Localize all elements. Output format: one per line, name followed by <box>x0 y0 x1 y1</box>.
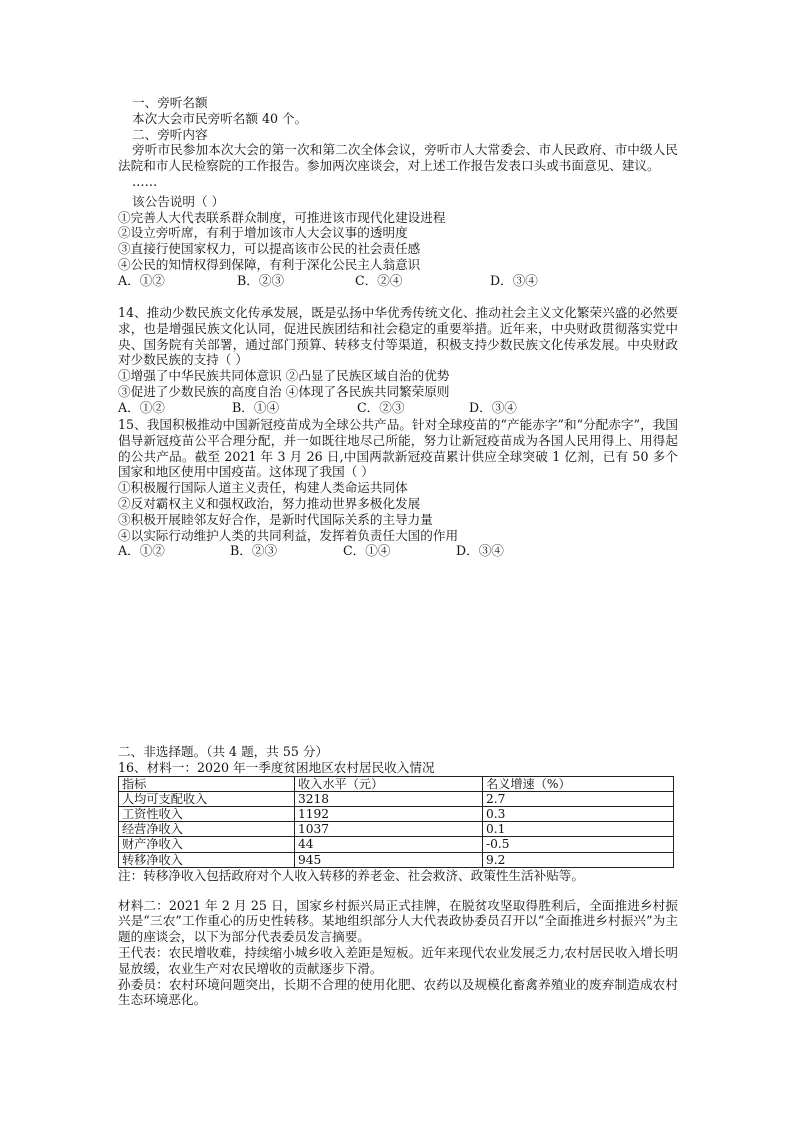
paragraph: 旁听市民参加本次大会的第一次和第二次全体会议，旁听市人大常委会、市人民政府、市中级人民法院和市人民检察院的工作报告。参加两次座谈会，对上述工作报告发表口头或书面意见、建议。 <box>118 142 678 174</box>
table-cell: 转移净收入 <box>119 852 295 867</box>
table-cell: 1192 <box>295 807 483 822</box>
table-cell: 0.1 <box>483 822 674 837</box>
statement-item: ④公民的知情权得到保障，有利于深化公民主人翁意识 <box>118 256 421 272</box>
speech-sun: 孙委员：农村环境问题突出，长期不合理的使用化肥、农药以及规模化畜禽养殖业的废弃制造成农村生态环境恶化。 <box>118 976 678 1008</box>
speech-wang: 王代表：农民增收难，持续缩小城乡收入差距是短板。近年来现代农业发展乏力,农村居民收入增长明显放缓，农业生产对农民增收的贡献逐步下滑。 <box>118 945 678 976</box>
option-b: B．①④ <box>232 399 280 415</box>
table-cell: 财产净收入 <box>119 837 295 852</box>
non-choice-section <box>118 744 678 1008</box>
paragraph: 本次大会市民旁听名额 40 个。 <box>132 110 308 126</box>
section-heading: 一、旁听名额 <box>132 95 208 110</box>
option-a: A．①② <box>118 272 165 288</box>
option-d: D．③④ <box>490 272 538 288</box>
section-heading: 二、旁听内容 <box>132 126 208 142</box>
table-cell: 经营净收入 <box>119 822 295 837</box>
table-cell: 945 <box>295 852 483 867</box>
table-caption: 16、材料一：2020 年一季度贫困地区农村居民收入情况 <box>118 759 435 775</box>
question-text: 15、我国积极推动中国新冠疫苗成为全球公共产品。针对全球疫苗的“产能赤字”和“分配赤字”，我国倡导新冠疫苗公平合理分配，并一如既往地尽己所能，努力让新冠疫苗成为各国人民用得上、用得起的公共产品。截至 2021 年 3 月 26 日,中国两款新冠疫苗累计供应全球突破 1 亿剂，已有 50 多个国家和地区使用中国疫苗。这体现了我国（ ） <box>118 417 678 480</box>
table-row <box>119 791 674 806</box>
option-d: D．③④ <box>456 543 504 559</box>
table-cell: 工资性收入 <box>119 807 295 822</box>
table-header-row <box>119 776 674 791</box>
statement-item: ②设立旁听席，有利于增加该市人大会议事的透明度 <box>118 225 408 241</box>
table-note: 注：转移净收入包括政府对个人收入转移的养老金、社会救济、政策性生活补贴等。 <box>118 867 584 883</box>
option-c: C．②④ <box>355 272 403 288</box>
table-cell: 2.7 <box>483 791 674 806</box>
statement-item: ①增强了中华民族共同体意识 ②凸显了民族区域自治的优势 <box>118 368 450 384</box>
table-header-cell: 收入水平（元） <box>295 776 483 791</box>
ellipsis: …… <box>132 173 158 189</box>
table-header-cell: 名义增速（%） <box>483 776 674 791</box>
income-table <box>118 776 674 868</box>
answer-options <box>118 273 678 289</box>
statement-item: ③促进了少数民族的高度自治 ④体现了各民族共同繁荣原则 <box>118 383 450 399</box>
statement-item: ④以实际行动维护人类的共同利益，发挥着负责任大国的作用 <box>118 527 459 543</box>
table-cell: 人均可支配收入 <box>119 791 295 806</box>
table-row <box>119 807 674 822</box>
table-header-cell: 指标 <box>119 776 295 791</box>
statement-item: ①完善人大代表联系群众制度，可推进该市现代化建设进程 <box>118 209 446 225</box>
answer-options <box>118 543 678 559</box>
table-cell: 0.3 <box>483 807 674 822</box>
material-two: 材料二：2021 年 2 月 25 日，国家乡村振兴局正式挂牌，在脱贫攻坚取得胜利后，全面推进乡村振兴是“三农”工作重心的历史性转移。某地组织部分人大代表政协委员召开以“全面推进乡村振兴”为主题的座谈会，以下为部分代表委员发言摘要。 <box>118 897 678 945</box>
option-b: B．②③ <box>237 272 285 288</box>
question-stem: 该公告说明（ ） <box>132 193 225 209</box>
statement-item: ③积极开展睦邻友好合作，是新时代国际关系的主导力量 <box>118 511 433 527</box>
question-14 <box>118 305 678 416</box>
statement-item: ②反对霸权主义和强权政治，努力推动世界多极化发展 <box>118 495 421 511</box>
table-cell: 1037 <box>295 822 483 837</box>
option-a: A．①② <box>118 543 165 559</box>
statement-item: ③直接行使国家权力，可以提高该市公民的社会责任感 <box>118 241 421 257</box>
statement-item: ①积极履行国际人道主义责任，构建人类命运共同体 <box>118 480 408 496</box>
section-heading: 二、非选择题。（共 4 题，共 55 分） <box>118 744 329 759</box>
question-text: 14、推动少数民族文化传承发展，既是弘扬中华优秀传统文化、推动社会主义文化繁荣兴盛的必然要求，也是增强民族文化认同，促进民族团结和社会稳定的重要举措。近年来，中央财政贯彻落实党中央、国务院有关部署，通过部门预算、转移支付等渠道，积极支持少数民族文化传承发展。中央财政对少数民族的支持（ ） <box>118 305 678 368</box>
table-cell: -0.5 <box>483 837 674 852</box>
table-cell: 3218 <box>295 791 483 806</box>
table-row <box>119 852 674 867</box>
table-cell: 9.2 <box>483 852 674 867</box>
answer-options <box>118 400 678 416</box>
option-c: C．①④ <box>343 543 391 559</box>
option-a: A．①② <box>118 399 165 415</box>
table-row <box>119 822 674 837</box>
question-15 <box>118 417 678 559</box>
table-cell: 44 <box>295 837 483 852</box>
table-row <box>119 837 674 852</box>
option-d: D．③④ <box>469 399 517 415</box>
option-c: C．②③ <box>357 399 405 415</box>
notice-section <box>118 95 678 289</box>
option-b: B．②③ <box>230 543 278 559</box>
